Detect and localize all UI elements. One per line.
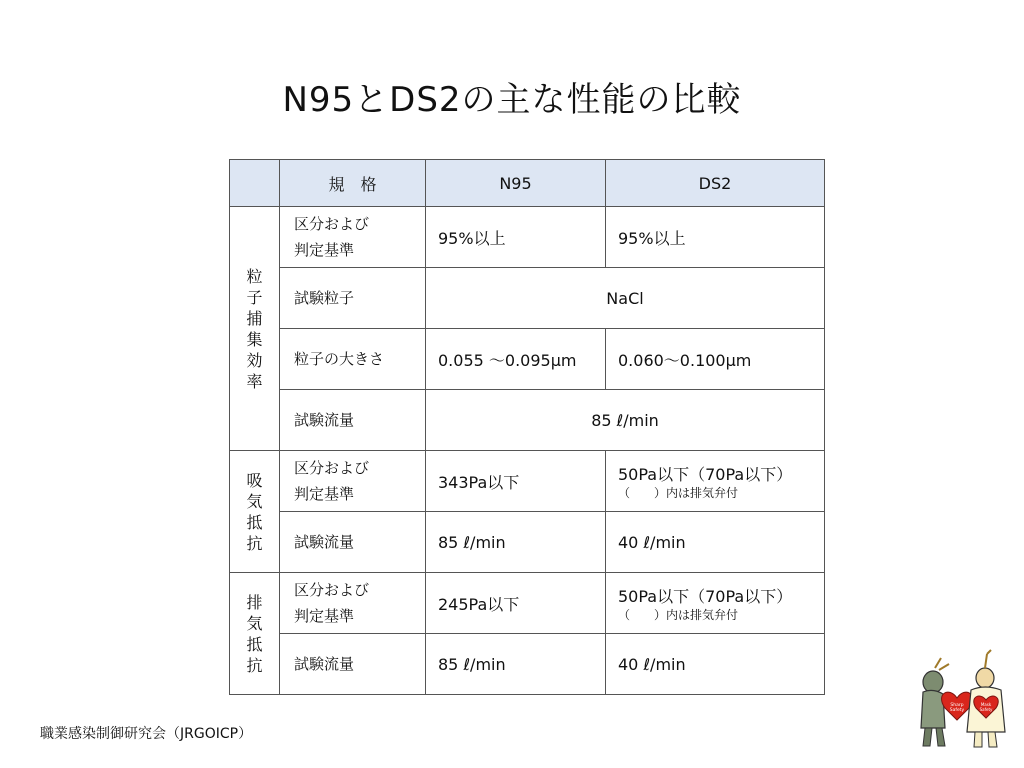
- group-char: 粒: [246, 266, 263, 286]
- group-char: 排: [246, 592, 263, 612]
- mascot-right-figure: [967, 650, 1005, 747]
- heart-text-right: Mask: [980, 702, 992, 707]
- item-label-line1: 区分および: [294, 215, 370, 233]
- footer-credit: 職業感染制御研究会（JRGOICP）: [40, 726, 253, 742]
- table-row: [230, 451, 825, 512]
- n95-value: 0.055 ～0.095μm: [426, 329, 606, 390]
- item-label-line2: 判定基準: [294, 241, 355, 259]
- valve-note: （ ）内は排気弁付: [618, 485, 739, 500]
- item-particle-size: 粒子の大きさ: [280, 329, 426, 390]
- valve-note: （ ）内は排気弁付: [618, 607, 739, 622]
- heart-sign-left: [942, 692, 973, 720]
- header-corner: [230, 160, 280, 207]
- header-n95: N95: [426, 160, 606, 207]
- svg-text:Safety: Safety: [979, 707, 993, 712]
- table-row: [230, 390, 825, 451]
- group-char: 抗: [246, 533, 263, 553]
- table-header-row: [230, 160, 825, 207]
- ds2-value: 0.060～0.100μm: [606, 329, 825, 390]
- group-char: 捕: [246, 308, 263, 328]
- ds2-value-cell: [606, 451, 825, 512]
- group-char: 抵: [246, 634, 263, 654]
- header-ds2: DS2: [606, 160, 825, 207]
- table-row: [230, 268, 825, 329]
- shared-value: 85 ℓ/min: [426, 390, 825, 451]
- group-char: 気: [246, 491, 263, 511]
- group-char: 気: [246, 613, 263, 633]
- table-row: [230, 207, 825, 268]
- ds2-value: 50Pa以下（70Pa以下）: [618, 586, 793, 606]
- shared-value: NaCl: [426, 268, 825, 329]
- table-row: [230, 573, 825, 634]
- group-char: 効: [246, 350, 263, 370]
- group-char: 抗: [246, 655, 263, 675]
- ds2-value: 95%以上: [606, 207, 825, 268]
- group-char: 集: [246, 329, 263, 349]
- item-label-line2: 判定基準: [294, 607, 355, 625]
- svg-text:Safety: Safety: [949, 708, 965, 713]
- ds2-value-cell: [606, 573, 825, 634]
- n95-value: 95%以上: [426, 207, 606, 268]
- item-label-line1: 区分および: [294, 459, 370, 477]
- group-exhalation-resistance: [230, 573, 280, 695]
- group-char: 子: [246, 287, 263, 307]
- ds2-value: 50Pa以下（70Pa以下）: [618, 464, 793, 484]
- item-test-particle: 試験粒子: [280, 268, 426, 329]
- table-row: [230, 512, 825, 573]
- item-label-line2: 判定基準: [294, 485, 355, 503]
- group-char: 抵: [246, 512, 263, 532]
- item-criteria: [280, 451, 426, 512]
- comparison-table: [229, 159, 825, 695]
- item-label-line1: 区分および: [294, 581, 370, 599]
- table-row: [230, 329, 825, 390]
- group-char: 率: [246, 371, 263, 391]
- ds2-value: 40 ℓ/min: [606, 512, 825, 573]
- heart-text-left: Sharp: [950, 703, 964, 708]
- n95-value: 85 ℓ/min: [426, 634, 606, 695]
- header-spec: 規 格: [280, 160, 426, 207]
- n95-value: 343Pa以下: [426, 451, 606, 512]
- item-test-flow: 試験流量: [280, 390, 426, 451]
- item-criteria: [280, 573, 426, 634]
- table-row: [230, 634, 825, 695]
- mascot-illustration: [905, 648, 1015, 753]
- slide-title: N95とDS2の主な性能の比較: [282, 80, 742, 120]
- ds2-value: 40 ℓ/min: [606, 634, 825, 695]
- group-char: 吸: [246, 470, 263, 490]
- group-inhalation-resistance: [230, 451, 280, 573]
- group-particle-efficiency: [230, 207, 280, 451]
- n95-value: 245Pa以下: [426, 573, 606, 634]
- item-criteria: [280, 207, 426, 268]
- item-test-flow: 試験流量: [280, 512, 426, 573]
- n95-value: 85 ℓ/min: [426, 512, 606, 573]
- item-test-flow: 試験流量: [280, 634, 426, 695]
